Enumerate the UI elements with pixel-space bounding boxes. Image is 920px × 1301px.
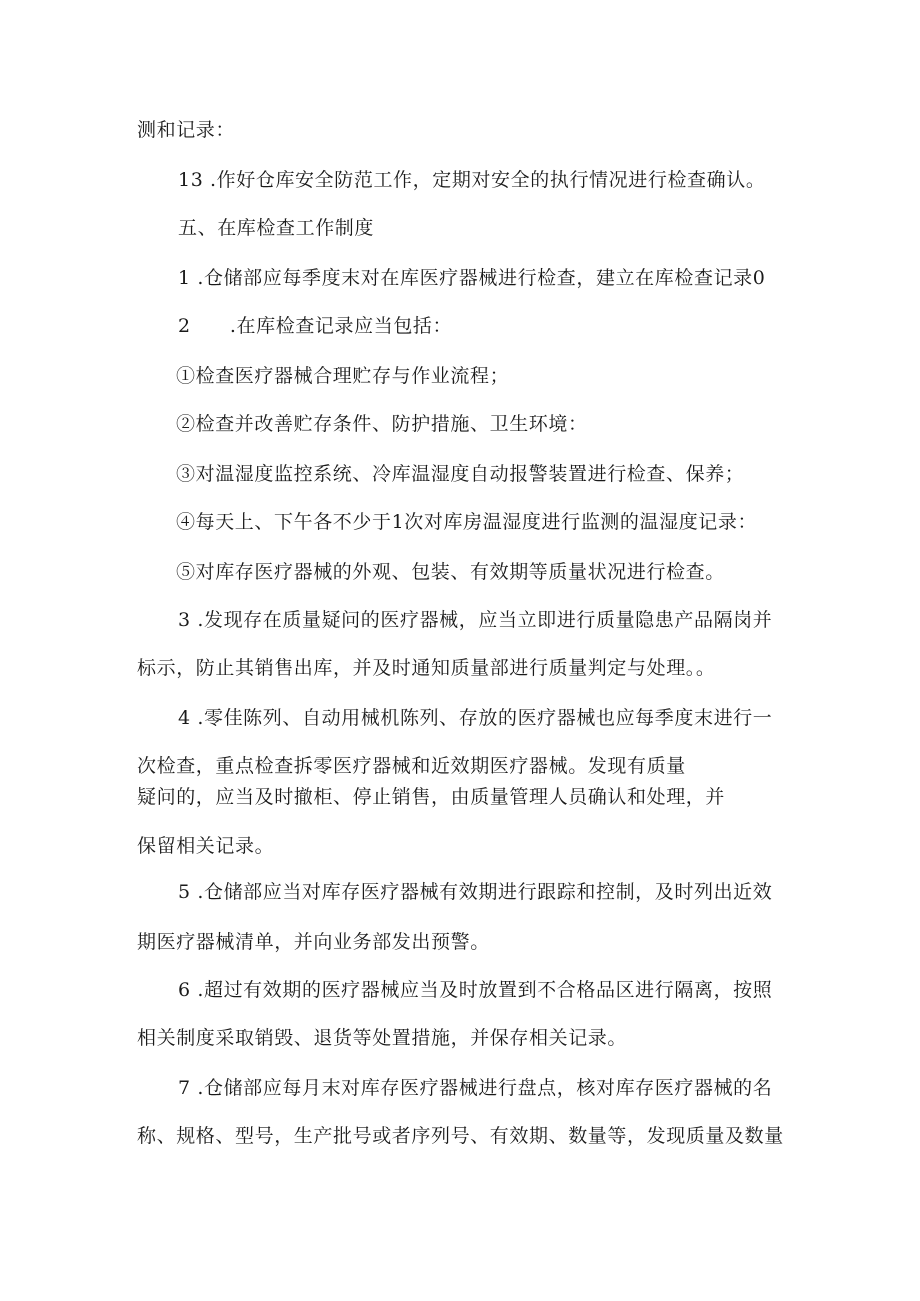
text-line: 13 .作好仓库安全防范工作，定期对安全的执行情况进行检查确认。 — [178, 169, 766, 191]
text-line: 期医疗器械清单，并向业务部发出预警。 — [137, 931, 490, 953]
text-line: 4 .零佳陈列、自动用械机陈列、存放的医疗器械也应每季度末进行一 — [178, 707, 773, 729]
section-heading: 五、在库检查工作制度 — [178, 217, 375, 239]
list-item: ①检查医疗器械合理贮存与作业流程； — [176, 365, 510, 387]
list-item: ③对温湿度监控系统、冷库温湿度自动报警装置进行检查、保养； — [176, 463, 745, 485]
text-line: 相关制度采取销毁、退货等处置措施，并保存相关记录。 — [137, 1027, 628, 1049]
text-line: 2 .在库检查记录应当包括： — [178, 315, 453, 337]
text-line: 测和记录： — [137, 119, 236, 141]
text-line: 次检查，重点检查拆零医疗器械和近效期医疗器械。发现有质量 — [137, 755, 686, 777]
text-line: 标示，防止其销售出库，并及时通知质量部进行质量判定与处理。。 — [137, 657, 716, 679]
text-line: 1 .仓储部应每季度末对在库医疗器械进行检查，建立在库检查记录0 — [178, 267, 766, 289]
list-item: ⑤对库存医疗器械的外观、包装、有效期等质量状况进行检查。 — [176, 561, 725, 583]
text-line: 称、规格、型号，生产批号或者序列号、有效期、数量等，发现质量及数量 — [137, 1125, 784, 1147]
text-line: 6 .超过有效期的医疗器械应当及时放置到不合格品区进行隔离，按照 — [178, 979, 773, 1001]
list-item: ④每天上、下午各不少于1次对库房温湿度进行监测的温湿度记录： — [176, 511, 758, 533]
text-line: 3 .发现存在质量疑问的医疗器械，应当立即进行质量隐患产品隔岗并 — [178, 609, 773, 631]
text-line: 疑问的，应当及时撤柜、停止销售，由质量管理人员确认和处理，并 — [137, 786, 726, 808]
text-line: 7 .仓储部应每月末对库存医疗器械进行盘点，核对库存医疗器械的名 — [178, 1077, 773, 1099]
text-line: 保留相关记录。 — [137, 835, 275, 857]
list-item: ②检查并改善贮存条件、防护措施、卫生环境： — [176, 413, 588, 435]
text-line: 5 .仓储部应当对库存医疗器械有效期进行跟踪和控制，及时列出近效 — [178, 881, 773, 903]
